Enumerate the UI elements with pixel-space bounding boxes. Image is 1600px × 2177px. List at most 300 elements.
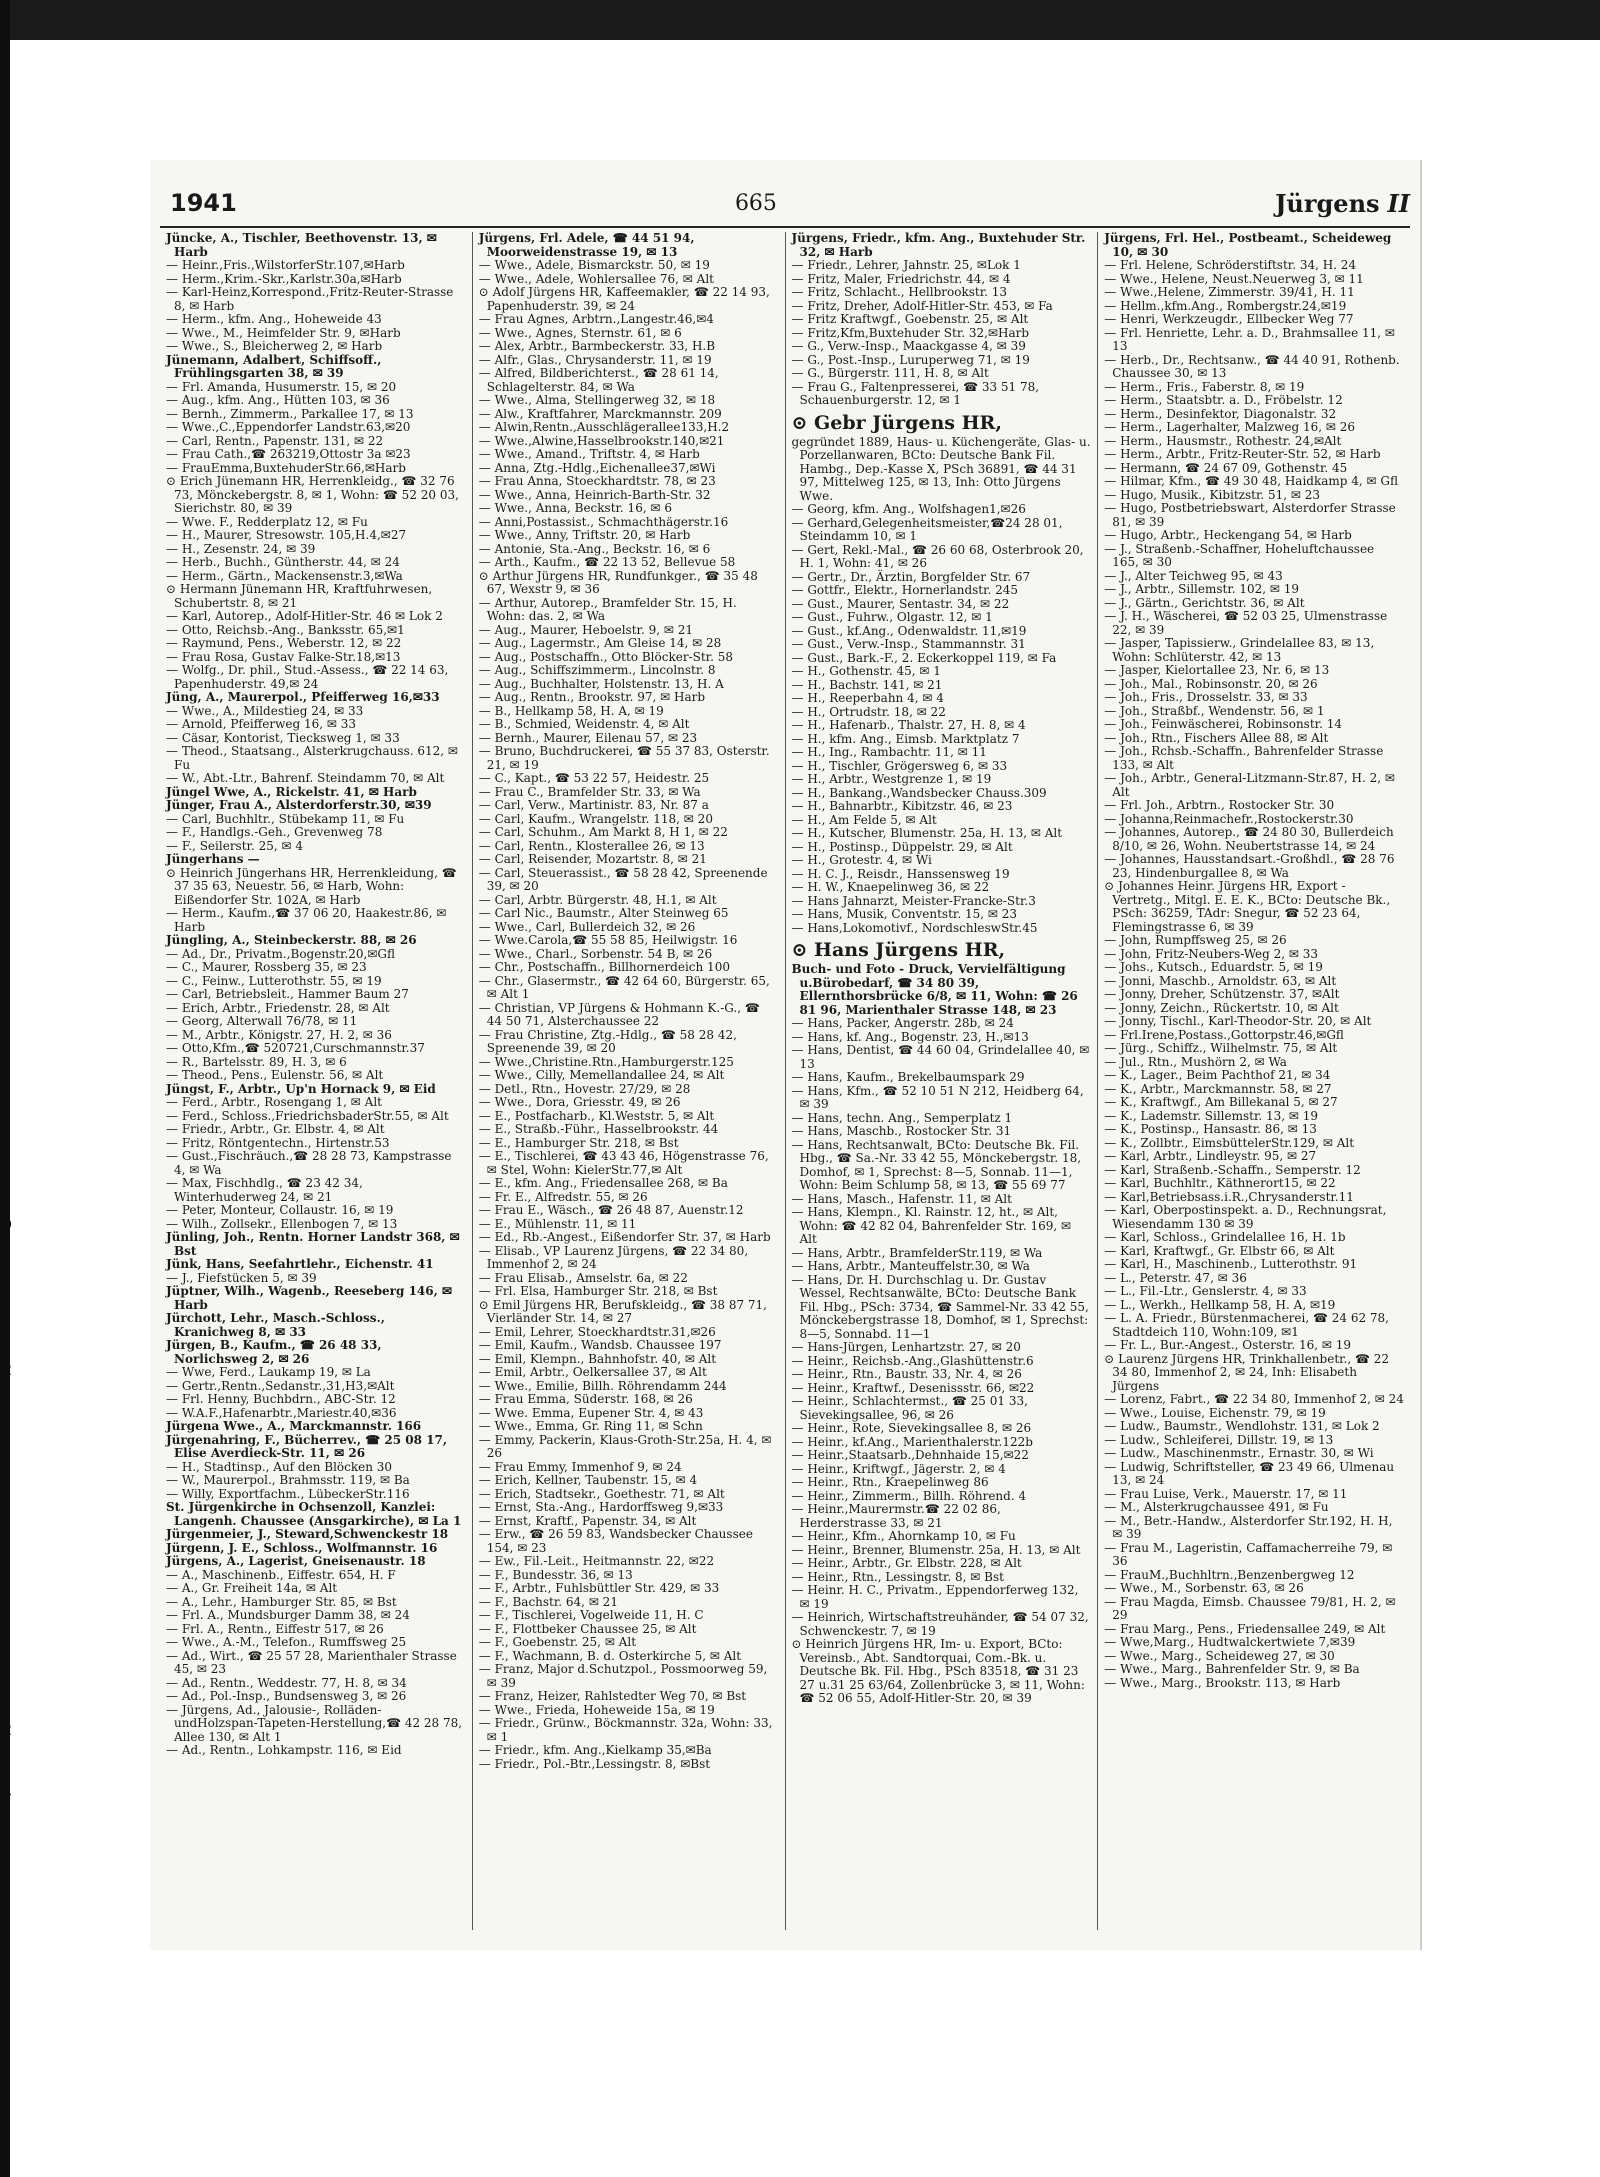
directory-entry: — Gust., Verw.-Insp., Stammannstr. 31: [791, 637, 1026, 651]
directory-entry: — Friedr., Grünw., Böckmannstr. 32a, Wohn: 33, ✉ 1: [478, 1716, 773, 1744]
directory-entry: — Hermann, ☎ 24 67 09, Gothenstr. 45: [1104, 460, 1348, 475]
directory-entry: ⊙ Heinrich Jürgens HR, Im- u. Export, BCto: Vereinsb., Abt. Sandtorquai, Com.-Bk. u. Deutsche Bk. Fil. Hbg., PSch 83518, ☎ 31 23 27 u.31 25 63/64, Zollenbrücke 3, ✉ 11, Wohn: ☎ 52 06 55, Adolf-Hitler-Str. 20, ✉ 39: [791, 1637, 1085, 1705]
directory-entry: — Wwe.,Alwine,Hasselbrookstr.140,✉21: [478, 433, 725, 448]
directory-entry: — Frl.Irene,Postass.,Gottorpstr.46,✉Gfl: [1104, 1027, 1344, 1042]
directory-entry: ⊙ Emil Jürgens HR, Berufskleidg., ☎ 38 87 71, Vierländer Str. 14, ✉ 27: [478, 1297, 767, 1325]
directory-entry: — Wwe., Anna, Beckstr. 16, ✉ 6: [478, 501, 672, 515]
directory-entry: — Hans,Lokomotivf., NordschleswStr.45: [791, 920, 1038, 935]
directory-entry: — H. C. J., Reisdr., Hanssensweg 19: [791, 866, 1010, 881]
edge-mark: 9: [2, 1215, 13, 1234]
directory-entry: — Ernst, Sta.-Ang., Hardorffsweg 9,✉33: [478, 1500, 724, 1514]
directory-entry: — Herm., Staatsbtr. a. D., Fröbelstr. 12: [1104, 393, 1343, 407]
directory-entry: — L., Fil.-Ltr., Genslerstr. 4, ✉ 33: [1104, 1284, 1307, 1298]
directory-entry: — Georg, Alterwall 76/78, ✉ 11: [166, 1014, 358, 1028]
directory-entry: Jüngerhans —: [166, 852, 260, 866]
directory-entry: — Gust., Fuhrw., Olgastr. 12, ✉ 1: [791, 610, 993, 624]
directory-entry: — Karl, Autorep., Adolf-Hitler-Str. 46 ✉ Lok 2: [166, 609, 443, 623]
directory-entry: — Wolfg., Dr. phil., Stud.-Assess., ☎ 22 14 63, Papenhuderstr. 49,✉ 24: [166, 663, 449, 691]
directory-entry: — Ferd., Schloss.,FriedrichsbaderStr.55, ✉ Alt: [166, 1108, 449, 1123]
directory-entry: — Cäsar, Kontorist, Tiecksweg 1, ✉ 33: [166, 730, 400, 745]
directory-entry: — Willy, Exportfachm., LübeckerStr.116: [166, 1486, 410, 1501]
columns: [160, 232, 1410, 1930]
directory-entry: — Frau Emma, Süderstr. 168, ✉ 26: [478, 1392, 693, 1406]
directory-entry: — Emil, Arbtr., Oelkersallee 37, ✉ Alt: [478, 1365, 707, 1379]
directory-entry: — Frau Anna, Stoeckhardtstr. 78, ✉ 23: [478, 474, 716, 488]
directory-entry: — Alwin,Rentn.,Ausschlägerallee133,H.2: [478, 420, 730, 434]
directory-entry: — Wwe.,Helene, Zimmerstr. 39/41, H. 11: [1104, 285, 1355, 299]
directory-entry: — Joh., Feinwäscherei, Robinsonstr. 14: [1104, 717, 1342, 731]
directory-entry: — E., Postfacharb., Kl.Weststr. 5, ✉ Alt: [478, 1108, 715, 1123]
directory-entry: — Carl, Rentn., Papenstr. 131, ✉ 22: [166, 433, 384, 448]
directory-entry: — F., Flottbeker Chaussee 25, ✉ Alt: [478, 1621, 697, 1636]
directory-entry: Jünling, Joh., Rentn. Horner Landstr 368, ✉ Bst: [166, 1230, 460, 1258]
directory-entry: — Johs., Kutsch., Eduardstr. 5, ✉ 19: [1104, 960, 1323, 974]
directory-entry: — Fr. L., Bur.-Angest., Osterstr. 16, ✉ 19: [1104, 1338, 1352, 1352]
directory-entry: — Ad., Rentn., Weddestr. 77, H. 8, ✉ 34: [166, 1675, 407, 1690]
directory-entry: — C., Kapt., ☎ 53 22 57, Heidestr. 25: [478, 771, 710, 785]
directory-entry: — F., Seilerstr. 25, ✉ 4: [166, 838, 303, 853]
directory-entry: — Peter, Monteur, Collaustr. 16, ✉ 19: [166, 1203, 394, 1217]
scan-left-edge: [0, 0, 13, 2177]
directory-entry: Jürgenn, J. E., Schloss., Wolfmannstr. 16: [166, 1540, 438, 1555]
directory-entry: — H., Bachstr. 141, ✉ 21: [791, 677, 943, 692]
directory-entry: — Aug., Buchhalter, Holstenstr. 13, H. A: [478, 676, 724, 691]
directory-entry: Jürgenmeier, J., Steward,Schwenckestr 18: [166, 1527, 449, 1541]
directory-entry: — Carl, Arbtr. Bürgerstr. 48, H.1, ✉ Alt: [478, 892, 717, 907]
directory-entry: — Heinr.,Staatsarb.,Dehnhaide 15,✉22: [791, 1448, 1029, 1462]
directory-entry: — Karl, Arbtr., Lindleystr. 95, ✉ 27: [1104, 1149, 1317, 1163]
firm-heading: ⊙ Hans Jürgens HR,: [791, 939, 1006, 961]
directory-entry: — Hans, Dr. H. Durchschlag u. Dr. Gustav Wessel, Rechtsanwälte, BCto: Deutsche Bank Fil. Hbg., PSch: 3734, ☎ Sammel-Nr. 33 42 55, Mönckebergstrasse 18, Domhof, ✉ 1, Sprechst: 8—5, Sonnabd. 11—1: [791, 1272, 1089, 1341]
directory-entry: — Frau Magda, Eimsb. Chaussee 79/81, H. 2, ✉ 29: [1104, 1594, 1396, 1622]
directory-entry: — FrauEmma,BuxtehuderStr.66,✉Harb: [166, 460, 406, 475]
directory-entry: — Herm., Lagerhalter, Malzweg 16, ✉ 26: [1104, 420, 1356, 434]
directory-entry: — J., Straßenb.-Schaffner, Hoheluftchaussee 165, ✉ 30: [1104, 541, 1375, 569]
directory-entry: — E., Mühlenstr. 11, ✉ 11: [478, 1216, 637, 1231]
directory-entry: — John, Fritz-Neubers-Weg 2, ✉ 33: [1104, 946, 1319, 961]
directory-entry: — F., Arbtr., Fuhlsbüttler Str. 429, ✉ 33: [478, 1581, 720, 1595]
directory-entry: — Frau C., Bramfelder Str. 33, ✉ Wa: [478, 784, 701, 799]
directory-entry: — K., Lager., Beim Pachthof 21, ✉ 34: [1104, 1068, 1331, 1082]
directory-entry: — Carl, Steuerassist., ☎ 58 28 42, Spreenende 39, ✉ 20: [478, 865, 768, 893]
directory-entry: — Heinr.,Maurermstr.☎ 22 02 86, Herderstrasse 33, ✉ 21: [791, 1502, 1001, 1530]
directory-entry: — C., Maurer, Rossberg 35, ✉ 23: [166, 960, 367, 974]
directory-entry: gegründet 1889, Haus- u. Küchengeräte, Glas- u. Porzellanwaren, BCto: Deutsche Bank Fil. Hambg., Dep.-Kasse X, PSch 36891, ☎ 44 31 97, Mittelweg 125, ✉ 13, Inh: Otto Jürgens Wwe.: [791, 434, 1091, 503]
directory-entry: — Hans, Maschb., Rostocker Str. 31: [791, 1124, 1012, 1138]
directory-entry: — Aug., Maurer, Heboelstr. 9, ✉ 21: [478, 622, 693, 637]
directory-entry: — Friedr., kfm. Ang.,Kielkamp 35,✉Ba: [478, 1743, 712, 1757]
directory-entry: — H., Ortrudstr. 18, ✉ 22: [791, 704, 946, 719]
firm-heading: ⊙ Gebr Jürgens HR,: [791, 411, 1002, 434]
directory-entry: — Wwe., A.-M., Telefon., Rumffsweg 25: [166, 1635, 407, 1649]
directory-entry: — Wwe., Anna, Heinrich-Barth-Str. 32: [478, 487, 711, 502]
directory-entry: — K., Kraftwgf., Am Billekanal 5, ✉ 27: [1104, 1095, 1338, 1109]
directory-entry: — H., Postinsp., Düppelstr. 29, ✉ Alt: [791, 839, 1013, 854]
directory-entry: — F., Bachstr. 64, ✉ 21: [478, 1594, 618, 1609]
directory-entry: Jürgens, Frl. Adele, ☎ 44 51 94, Moorweidenstrasse 19, ✉ 13: [478, 232, 695, 259]
directory-entry: — K., Postinsp., Hansastr. 86, ✉ 13: [1104, 1122, 1317, 1136]
directory-entry: — Gottfr., Elektr., Hornerlandstr. 245: [791, 583, 1019, 597]
directory-entry: — K., Lademstr. Sillemstr. 13, ✉ 19: [1104, 1108, 1319, 1123]
directory-entry: — John, Rumpffsweg 25, ✉ 26: [1104, 933, 1287, 947]
directory-entry: — Heinr., Reichsb.-Ang.,Glashüttenstr.6: [791, 1353, 1034, 1368]
directory-entry: Jünger, Frau A., Alsterdorferstr.30, ✉39: [166, 798, 432, 812]
directory-entry: — Arnold, Pfeifferweg 16, ✉ 33: [166, 717, 357, 731]
directory-entry: — Jonny, Tischl., Karl-Theodor-Str. 20, ✉ Alt: [1104, 1014, 1372, 1028]
directory-entry: — Aug., Schiffszimmerm., Lincolnstr. 8: [478, 663, 716, 677]
directory-entry: — Ew., Fil.-Leit., Heitmannstr. 22, ✉22: [478, 1554, 715, 1568]
directory-entry: — H., Tischler, Grögersweg 6, ✉ 33: [791, 758, 1008, 773]
directory-entry: — Karl,Betriebsass.i.R.,Chrysanderstr.11: [1104, 1189, 1354, 1204]
directory-entry: — Emil, Kaufm., Wandsb. Chaussee 197: [478, 1338, 722, 1352]
directory-entry: — Frau Elisab., Amselstr. 6a, ✉ 22: [478, 1270, 688, 1285]
directory-entry: — Herm., kfm. Ang., Hoheweide 43: [166, 312, 382, 326]
directory-entry: — Alfr., Glas., Chrysanderstr. 11, ✉ 19: [478, 352, 712, 367]
directory-entry: — Wwe.Carola,☎ 55 58 85, Heilwigstr. 16: [478, 933, 738, 947]
directory-entry: — Herb., Buchh., Güntherstr. 44, ✉ 24: [166, 555, 400, 569]
directory-entry: — Wwe.,Christine.Rtn.,Hamburgerstr.125: [478, 1054, 734, 1069]
edge-mark: 2: [2, 1720, 13, 1739]
directory-entry: — Jonni, Maschb., Arnoldstr. 63, ✉ Alt: [1104, 973, 1337, 988]
directory-entry: — Carl, Betriebsleit., Hammer Baum 27: [166, 987, 409, 1001]
directory-entry: — Alw., Kraftfahrer, Marckmannstr. 209: [478, 406, 722, 421]
directory-entry: — Bernh., Maurer, Eilenau 57, ✉ 23: [478, 730, 698, 745]
directory-entry: — Frl. Helene, Schröderstiftstr. 34, H. 24: [1104, 258, 1357, 272]
directory-entry: — Heinr., Schlachtermst., ☎ 25 01 33, Sievekingsallee, 96, ✉ 26: [791, 1394, 1028, 1422]
directory-entry: — Gust., Maurer, Sentastr. 34, ✉ 22: [791, 596, 1010, 611]
directory-entry: — M., Alsterkrugchaussee 491, ✉ Fu: [1104, 1500, 1329, 1514]
directory-entry: — H., Ing., Rambachtr. 11, ✉ 11: [791, 745, 987, 759]
directory-entry: — H., Zesenstr. 24, ✉ 39: [166, 541, 316, 556]
directory-entry: — W.A.F.,Hafenarbtr.,Mariestr.40,✉36: [166, 1405, 397, 1420]
directory-entry: — Frau Emmy, Immenhof 9, ✉ 24: [478, 1459, 682, 1474]
directory-entry: — Heinrich, Wirtschaftstreuhänder, ☎ 54 07 32, Schwenckestr. 7, ✉ 19: [791, 1610, 1089, 1638]
directory-entry: — Ad., Wirt., ☎ 25 57 28, Marienthaler Strasse 45, ✉ 23: [166, 1648, 457, 1676]
directory-entry: — Gertr.,Rentn.,Sedanstr.,31,H3,✉Alt: [166, 1378, 395, 1393]
directory-entry: — Herm., Desinfektor, Diagonalstr. 32: [1104, 406, 1337, 421]
directory-entry: — Aug., kfm. Ang., Hütten 103, ✉ 36: [166, 393, 390, 407]
directory-entry: — H., Gothenstr. 45, ✉ 1: [791, 664, 941, 678]
directory-entry: Jüngst, F., Arbtr., Up'n Hornack 9, ✉ Eid: [166, 1081, 436, 1096]
directory-entry: — Franz, Major d.Schutzpol., Possmoorweg 59, ✉ 39: [478, 1662, 768, 1690]
directory-entry: — Johannes, Hausstandsart.-Großhdl., ☎ 28 76 23, Hindenburgallee 8, ✉ Wa: [1104, 852, 1395, 880]
directory-entry: — Joh., Arbtr., General-Litzmann-Str.87, H. 2, ✉ Alt: [1104, 771, 1395, 799]
directory-entry: — Wwe., Louise, Eichenstr. 79, ✉ 19: [1104, 1405, 1326, 1420]
directory-entry: — Bruno, Buchdruckerei, ☎ 55 37 83, Osterstr. 21, ✉ 19: [478, 744, 770, 772]
directory-entry: — Frl. Elsa, Hamburger Str. 218, ✉ Bst: [478, 1284, 718, 1298]
directory-entry: Jüncke, A., Tischler, Beethovenstr. 13, ✉ Harb: [166, 232, 437, 259]
directory-entry: — Hans, Kfm., ☎ 52 10 51 N 212, Heidberg 64, ✉ 39: [791, 1083, 1084, 1111]
directory-entry: — Theod., Pens., Eulenstr. 56, ✉ Alt: [166, 1068, 384, 1082]
directory-entry: — Wwe., Marg., Brookstr. 113, ✉ Harb: [1104, 1675, 1341, 1690]
directory-entry: ⊙ Heinrich Jüngerhans HR, Herrenkleidung, ☎ 37 35 63, Neuestr. 56, ✉ Harb, Wohn: Eißendorfer Str. 102A, ✉ Harb: [166, 865, 457, 907]
directory-entry: — Hans, Arbtr., BramfelderStr.119, ✉ Wa: [791, 1245, 1043, 1260]
directory-entry: — Antonie, Sta.-Ang., Beckstr. 16, ✉ 6: [478, 541, 711, 556]
directory-entry: — Joh., Rtn., Fischers Allee 88, ✉ Alt: [1104, 730, 1329, 745]
directory-entry: — Wwe., Adele, Bismarckstr. 50, ✉ 19: [478, 258, 710, 272]
directory-entry: — Carl, Schuhm., Am Markt 8, H 1, ✉ 22: [478, 825, 728, 839]
directory-entry: — Fritz,Kfm,Buxtehuder Str. 32,✉Harb: [791, 325, 1030, 340]
directory-entry: — Gerhard,Gelegenheitsmeister,☎24 28 01, Steindamm 10, ✉ 1: [791, 515, 1063, 543]
directory-entry: — Carl, Kaufm., Wrangelstr. 118, ✉ 20: [478, 811, 713, 826]
directory-entry: — Elisab., VP Laurenz Jürgens, ☎ 22 34 80, Immenhof 2, ✉ 24: [478, 1243, 749, 1271]
directory-entry: — Carl, Buchhltr., Stübekamp 11, ✉ Fu: [166, 811, 405, 826]
directory-entry: — Johannes, Autorep., ☎ 24 80 30, Bullerdeich 8/10, ✉ 26, Wohn. Neubertstrasse 14, ✉ 24: [1104, 825, 1394, 853]
directory-entry: — Ad., Dr., Privatm.,Bogenstr.20,✉Gfl: [166, 946, 395, 961]
directory-entry: — K., Zollbtr., EimsbüttelerStr.129, ✉ Alt: [1104, 1135, 1355, 1150]
directory-entry: — Ludw., Baumstr., Wendlohstr. 131, ✉ Lok 2: [1104, 1419, 1380, 1433]
directory-entry: — Heinr. H. C., Privatm., Eppendorferweg 132, ✉ 19: [791, 1583, 1079, 1611]
directory-entry: — Wwe., Emma, Gr. Ring 11, ✉ Schn: [478, 1419, 703, 1433]
directory-entry: — Fritz Kraftwgf., Goebenstr. 25, ✉ Alt: [791, 312, 1029, 326]
directory-entry: ⊙ Erich Jünemann HR, Herrenkleidg., ☎ 32 76 73, Mönckebergstr. 8, ✉ 1, Wohn: ☎ 52 20 03, Sierichstr. 80, ✉ 39: [166, 474, 459, 515]
directory-entry: — B., Hellkamp 58, H. A, ✉ 19: [478, 703, 664, 718]
directory-entry: — Friedr., Arbtr., Gr. Elbstr. 4, ✉ Alt: [166, 1122, 385, 1136]
directory-entry: — Otto,Kfm.,☎ 520721,Curschmannstr.37: [166, 1041, 425, 1055]
directory-entry: — Jonny, Dreher, Schützenstr. 37, ✉Alt: [1104, 987, 1340, 1001]
directory-entry: — Fritz, Röntgentechn., Hirtenstr.53: [166, 1135, 390, 1150]
directory-entry: — Carl, Rentn., Klosterallee 26, ✉ 13: [478, 838, 705, 853]
directory-entry: — Hugo, Arbtr., Heckengang 54, ✉ Harb: [1104, 528, 1352, 542]
directory-entry: — Heinr., Kriftwgf., Jägerstr. 2, ✉ 4: [791, 1461, 1006, 1476]
directory-entry: — Heinr.,Fris.,WilstorferStr.107,✉Harb: [166, 258, 405, 272]
directory-entry: — A., Gr. Freiheit 14a, ✉ Alt: [166, 1581, 338, 1595]
directory-entry: — Erich, Kellner, Taubenstr. 15, ✉ 4: [478, 1473, 698, 1487]
directory-entry: — Joh., Mal., Robinsonstr. 20, ✉ 26: [1104, 676, 1318, 691]
directory-entry: — Jürg., Schiffz., Wilhelmstr. 75, ✉ Alt: [1104, 1041, 1338, 1055]
directory-entry: — Wwe., Marg., Scheideweg 27, ✉ 30: [1104, 1648, 1335, 1663]
directory-entry: Buch- und Foto - Druck, Vervielfältigung u.Bürobedarf, ☎ 34 80 39, Ellernthorsbrücke 6/8, ✉ 11, Wohn: ☎ 26 81 96, Marienthaler Strasse 148, ✉ 23: [791, 962, 1078, 1017]
column-2: [472, 232, 785, 1930]
directory-entry: — Karl, Oberpostinspekt. a. D., Rechnungsrat, Wiesendamm 130 ✉ 39: [1104, 1203, 1387, 1231]
directory-entry: — F., Tischlerei, Vogelweide 11, H. C: [478, 1608, 704, 1622]
directory-entry: — L., Peterstr. 47, ✉ 36: [1104, 1270, 1247, 1285]
directory-entry: — J., Fiefstücken 5, ✉ 39: [166, 1270, 317, 1285]
directory-entry: — E., Tischlerei, ☎ 43 43 46, Högenstrasse 76, ✉ Stel, Wohn: KielerStr.77,✉ Alt: [478, 1149, 769, 1177]
directory-entry: — Hans, Dentist, ☎ 44 60 04, Grindelallee 40, ✉ 13: [791, 1043, 1090, 1071]
directory-entry: — H., Hafenarb., Thalstr. 27, H. 8, ✉ 4: [791, 718, 1026, 732]
directory-entry: — Erich, Stadtsekr., Goethestr. 71, ✉ Alt: [478, 1486, 725, 1501]
edge-mark: 7: [2, 1790, 13, 1809]
directory-entry: — Frl. Henny, Buchbdrn., ABC-Str. 12: [166, 1392, 396, 1406]
directory-entry: — Wwe., Dora, Griesstr. 49, ✉ 26: [478, 1095, 681, 1109]
directory-entry: — Emmy, Packerin, Klaus-Groth-Str.25a, H. 4, ✉ 26: [478, 1432, 772, 1460]
directory-entry: — Franz, Heizer, Rahlstedter Weg 70, ✉ Bst: [478, 1689, 747, 1703]
directory-entry: — W., Abt.-Ltr., Bahrenf. Steindamm 70, ✉ Alt: [166, 771, 445, 785]
directory-entry: — Christian, VP Jürgens & Hohmann K.-G., ☎ 44 50 71, Alsterchaussee 22: [478, 1000, 760, 1028]
directory-entry: — Heinr., kf.Ang., Marienthalerstr.122b: [791, 1434, 1033, 1449]
directory-entry: — Hans Jahnarzt, Meister-Francke-Str.3: [791, 893, 1036, 908]
directory-entry: — Frl. Henriette, Lehr. a. D., Brahmsallee 11, ✉ 13: [1104, 325, 1395, 353]
directory-entry: — Ludwig, Schriftsteller, ☎ 23 49 66, Ulmenau 13, ✉ 24: [1104, 1459, 1395, 1487]
directory-entry: Jürgens, Frl. Hel., Postbeamt., Scheideweg 10, ✉ 30: [1104, 232, 1392, 259]
directory-entry: — Wwe., A., Mildestieg 24, ✉ 33: [166, 703, 364, 718]
header-rule: [160, 226, 1410, 228]
directory-entry: — Ad., Pol.-Insp., Bundsensweg 3, ✉ 26: [166, 1689, 407, 1703]
directory-entry: — E., Hamburger Str. 218, ✉ Bst: [478, 1135, 679, 1150]
directory-entry: — Herm., Arbtr., Fritz-Reuter-Str. 52, ✉ Harb: [1104, 447, 1381, 461]
directory-entry: — Heinr., Kfm., Ahornkamp 10, ✉ Fu: [791, 1529, 1016, 1543]
directory-entry: — Wwe., Carl, Bullerdeich 32, ✉ 26: [478, 919, 696, 934]
directory-entry: — Arthur, Autorep., Bramfelder Str. 15, H. Wohn: das. 2, ✉ Wa: [478, 595, 737, 623]
directory-entry: — Fritz, Dreher, Adolf-Hitler-Str. 453, ✉ Fa: [791, 298, 1053, 313]
page-title: [1275, 189, 1410, 218]
page-header: [170, 185, 1410, 221]
directory-entry: — M., Arbtr., Königstr. 27, H. 2, ✉ 36: [166, 1027, 392, 1042]
directory-entry: — Carl, Reisender, Mozartstr. 8, ✉ 21: [478, 852, 707, 866]
directory-entry: — Detl., Rtn., Hovestr. 27/29, ✉ 28: [478, 1081, 691, 1096]
directory-entry: — Joh., Straßbf., Wendenstr. 56, ✉ 1: [1104, 703, 1325, 718]
directory-entry: — Georg, kfm. Ang., Wolfshagen1,✉26: [791, 502, 1026, 516]
directory-entry: ⊙ Hermann Jünemann HR, Kraftfuhrwesen, Schubertstr. 8, ✉ 21: [166, 582, 433, 610]
column-4: [1097, 232, 1410, 1930]
page-year: 1941: [170, 189, 237, 217]
directory-entry: — Hans, Packer, Angerstr. 28b, ✉ 24: [791, 1016, 1014, 1030]
directory-entry: — Aug., Lagermstr., Am Gleise 14, ✉ 28: [478, 636, 722, 650]
directory-entry: — Fr. E., Alfredstr. 55, ✉ 26: [478, 1189, 648, 1204]
directory-entry: — R., Bartelsstr. 89, H. 3, ✉ 6: [166, 1054, 347, 1069]
directory-entry: — Herm., Hausmstr., Rothestr. 24,✉Alt: [1104, 433, 1342, 448]
directory-entry: — Anna, Ztg.-Hdlg.,Eichenallee37,✉Wi: [478, 460, 716, 475]
directory-entry: — Ernst, Kraftf., Papenstr. 34, ✉ Alt: [478, 1513, 697, 1528]
directory-entry: — Wwe., M., Heimfelder Str. 9, ✉Harb: [166, 325, 401, 340]
directory-entry: — Fritz, Schlacht., Hellbrookstr. 13: [791, 285, 1008, 299]
directory-entry: — Wwe., Charl., Sorbenstr. 54 B, ✉ 26: [478, 946, 713, 961]
directory-entry: — Gust., kf.Ang., Odenwaldstr. 11,✉19: [791, 623, 1027, 638]
directory-entry: — Heinr., Zimmerm., Billh. Röhrend. 4: [791, 1488, 1027, 1503]
directory-entry: — A., Maschinenb., Eiffestr. 654, H. F: [166, 1567, 396, 1582]
column-3: [785, 232, 1098, 1930]
directory-entry: — Hans, Klempn., Kl. Rainstr. 12, ht., ✉ Alt, Wohn: ☎ 42 82 04, Bahrenfelder Str. 169, ✉ Alt: [791, 1205, 1072, 1246]
directory-entry: Jürgens, A., Lagerist, Gneisenaustr. 18: [166, 1554, 426, 1568]
directory-entry: St. Jürgenkirche in Ochsenzoll, Kanzlei: Langenh. Chaussee (Ansgarkirche), ✉ La 1: [166, 1500, 462, 1528]
directory-entry: — Carl, Verw., Martinistr. 83, Nr. 87 a: [478, 798, 709, 812]
directory-entry: — Hans, kf. Ang., Bogenstr. 23, H.,✉13: [791, 1029, 1029, 1044]
directory-entry: — B., Schmied, Weidenstr. 4, ✉ Alt: [478, 717, 690, 731]
directory-entry: — Jul., Rtn., Mushörn 2, ✉ Wa: [1104, 1054, 1287, 1069]
scan-top-edge: [10, 0, 1600, 40]
directory-entry: — H. W., Knaepelinweg 36, ✉ 22: [791, 880, 990, 894]
directory-entry: — Jasper, Kielortallee 23, Nr. 6, ✉ 13: [1104, 663, 1330, 677]
directory-entry: — Heinr., Rtn., Lessingstr. 8, ✉ Bst: [791, 1569, 1004, 1584]
directory-entry: — Hans, Masch., Hafenstr. 11, ✉ Alt: [791, 1191, 1012, 1206]
edge-mark: 2: [2, 1360, 13, 1379]
directory-entry: — H., Bankang.,Wandsbecker Chauss.309: [791, 785, 1047, 800]
directory-entry: Jüng, A., Maurerpol., Pfeifferweg 16,✉33: [166, 690, 440, 704]
directory-entry: — Hellm.,kfm.Ang., Rombergstr.24,✉19: [1104, 298, 1347, 313]
directory-entry: — Frau Marg., Pens., Friedensallee 249, ✉ Alt: [1104, 1621, 1386, 1636]
directory-entry: — H., Arbtr., Westgrenze 1, ✉ 19: [791, 772, 992, 786]
directory-entry: ⊙ Arthur Jürgens HR, Rundfunkger., ☎ 35 48 67, Wexstr 9, ✉ 36: [478, 568, 758, 596]
directory-entry: — Frau Christine, Ztg.-Hdlg., ☎ 58 28 42, Spreenende 39, ✉ 20: [478, 1027, 737, 1055]
directory-entry: — Bernh., Zimmerm., Parkallee 17, ✉ 13: [166, 406, 414, 421]
directory-entry: — W., Maurerpol., Brahmsstr. 119, ✉ Ba: [166, 1473, 410, 1487]
directory-entry: — Wwe., Alma, Stellingerweg 32, ✉ 18: [478, 393, 716, 407]
directory-entry: — FrauM.,Buchhltrn.,Benzenbergweg 12: [1104, 1567, 1355, 1582]
directory-entry: — Lorenz, Fabrt., ☎ 22 34 80, Immenhof 2, ✉ 24: [1104, 1392, 1404, 1406]
directory-entry: — Wwe., Helene, Neust.Neuerweg 3, ✉ 11: [1104, 271, 1364, 286]
directory-entry: — Chr., Glasermstr., ☎ 42 64 60, Bürgerstr. 65, ✉ Alt 1: [478, 973, 770, 1001]
directory-entry: — Friedr., Pol.-Btr.,Lessingstr. 8, ✉Bst: [478, 1756, 711, 1771]
directory-entry: — Anni,Postassist., Schmachthägerstr.16: [478, 514, 729, 529]
directory-entry: — Wwe., Marg., Bahrenfelder Str. 9, ✉ Ba: [1104, 1662, 1360, 1676]
directory-entry: — G., Bürgerstr. 111, H. 8, ✉ Alt: [791, 366, 989, 380]
directory-entry: — Frl. Joh., Arbtrn., Rostocker Str. 30: [1104, 798, 1335, 812]
directory-entry: Jürchott, Lehr., Masch.-Schloss., Kranichweg 8, ✉ 33: [166, 1311, 385, 1339]
directory-entry: — Hilmar, Kfm., ☎ 49 30 48, Haidkamp 4, ✉ Gfl: [1104, 474, 1399, 488]
directory-entry: — Chr., Postschaffn., Billhornerdeich 100: [478, 960, 730, 974]
directory-entry: — Frau Luise, Verk., Mauerstr. 17, ✉ 11: [1104, 1486, 1348, 1501]
directory-entry: — Heinr., Rtn., Kraepelinweg 86: [791, 1475, 989, 1489]
directory-entry: — Frl. A., Mundsburger Damm 38, ✉ 24: [166, 1608, 410, 1622]
directory-entry: — Wwe., M., Sorbenstr. 63, ✉ 26: [1104, 1581, 1304, 1595]
directory-entry: — L., Werkh., Hellkamp 58, H. A, ✉19: [1104, 1297, 1336, 1312]
directory-entry: — L. A. Friedr., Bürstenmacherei, ☎ 24 62 78, Stadtdeich 110, Wohn:109, ✉1: [1104, 1311, 1389, 1339]
directory-entry: — Frau E., Wäsch., ☎ 26 48 87, Auenstr.12: [478, 1203, 744, 1217]
directory-entry: — Frau G., Faltenpresserei, ☎ 33 51 78, Schauenburgerstr. 12, ✉ 1: [791, 379, 1040, 407]
directory-entry: — H., Am Felde 5, ✉ Alt: [791, 812, 937, 827]
directory-entry: — Karl, Straßenb.-Schaffn., Semperstr. 12: [1104, 1162, 1361, 1177]
directory-entry: Jürgen, B., Kaufm., ☎ 26 48 33, Norlichsweg 2, ✉ 26: [166, 1338, 382, 1366]
directory-entry: Jünk, Hans, Seefahrtlehr., Eichenstr. 41: [166, 1257, 434, 1271]
directory-entry: — Max, Fischhdlg., ☎ 23 42 34, Winterhuderweg 24, ✉ 21: [166, 1176, 363, 1204]
directory-entry: — Hans, Arbtr., Manteuffelstr.30, ✉ Wa: [791, 1259, 1030, 1273]
directory-entry: — Fritz, Maler, Friedrichstr. 44, ✉ 4: [791, 271, 1011, 286]
directory-entry: — E., Straßb.-Führ., Hasselbrookstr. 44: [478, 1122, 719, 1136]
directory-entry: — Hans, Musik, Conventstr. 15, ✉ 23: [791, 907, 1017, 921]
column-1: [160, 232, 472, 1930]
directory-entry: — H., Kutscher, Blumenstr. 25a, H. 13, ✉ Alt: [791, 826, 1063, 840]
directory-entry: — F., Wachmann, B. d. Osterkirche 5, ✉ Alt: [478, 1648, 742, 1663]
directory-entry: Jüngel Wwe, A., Rickelstr. 41, ✉ Harb: [166, 784, 417, 799]
directory-entry: — Emil, Klempn., Bahnhofstr. 40, ✉ Alt: [478, 1351, 717, 1366]
directory-entry: ⊙ Adolf Jürgens HR, Kaffeemakler, ☎ 22 14 93, Papenhuderstr. 39, ✉ 24: [478, 285, 770, 313]
directory-entry: — M., Betr.-Handw., Alsterdorfer Str.192, H. H, ✉ 39: [1104, 1513, 1393, 1541]
directory-entry: — Emil, Lehrer, Stoeckhardtstr.31,✉26: [478, 1324, 716, 1339]
page-title-name: Jürgens: [1275, 188, 1380, 218]
directory-entry: Jürgenahring, F., Bücherrev., ☎ 25 08 17, Elise Averdieck-Str. 11, ✉ 26: [166, 1432, 448, 1460]
directory-entry: — Frl. A., Rentn., Eiffestr 517, ✉ 26: [166, 1621, 384, 1636]
directory-entry: — Joh., Fris., Drosselstr. 33, ✉ 33: [1104, 690, 1308, 704]
directory-entry: — F., Goebenstr. 25, ✉ Alt: [478, 1635, 637, 1649]
directory-entry: — Wwe.,C.,Eppendorfer Landstr.63,✉20: [166, 420, 411, 434]
directory-entry: — Karl, Schloss., Grindelallee 16, H. 1b: [1104, 1230, 1346, 1244]
directory-entry: — Jürgens, Ad., Jalousie-, Rolläden- undHolzspan-Tapeten-Herstellung,☎ 42 28 78, Allee 130, ✉ Alt 1: [166, 1702, 463, 1744]
directory-entry: Jünemann, Adalbert, Schiffsoff., Frühlingsgarten 38, ✉ 39: [166, 352, 382, 380]
directory-entry: — Karl-Heinz,Korrespond.,Fritz-Reuter-Strasse 8, ✉ Harb: [166, 285, 454, 313]
directory-entry: — Hans, techn. Ang., Semperplatz 1: [791, 1110, 1013, 1125]
directory-entry: — Ferd., Arbtr., Rosengang 1, ✉ Alt: [166, 1095, 382, 1109]
directory-entry: — Wwe,Marg., Hudtwalckertwiete 7,✉39: [1104, 1635, 1356, 1649]
directory-entry: — Arth., Kaufm., ☎ 22 13 52, Bellevue 58: [478, 555, 736, 569]
directory-entry: — Wwe., Adele, Wohlersallee 76, ✉ Alt: [478, 271, 714, 286]
directory-entry: — Heinr., Arbtr., Gr. Elbstr. 228, ✉ Alt: [791, 1556, 1022, 1570]
directory-entry: — Hans, Kaufm., Brekelbaumspark 29: [791, 1070, 1025, 1084]
directory-entry: — Wwe., Emilie, Billh. Röhrendamm 244: [478, 1378, 727, 1393]
directory-entry: — Frau Agnes, Arbtrn.,Langestr.46,✉4: [478, 312, 714, 326]
directory-entry: — Henri, Werkzeugdr., Ellbecker Weg 77: [1104, 312, 1354, 326]
directory-entry: — Frl. Amanda, Husumerstr. 15, ✉ 20: [166, 379, 397, 394]
directory-entry: — Aug., Rentn., Brookstr. 97, ✉ Harb: [478, 690, 706, 704]
directory-entry: — Heinr., Rtn., Baustr. 33, Nr. 4, ✉ 26: [791, 1367, 1022, 1381]
directory-entry: — Frau Rosa, Gustav Falke-Str.18,✉13: [166, 649, 401, 664]
directory-entry: — Ad., Rentn., Lohkampstr. 116, ✉ Eid: [166, 1743, 402, 1757]
directory-entry: — Gertr., Dr., Ärztin, Borgfelder Str. 67: [791, 569, 1031, 584]
directory-entry: — Frau M., Lageristin, Caffamacherreihe 79, ✉ 36: [1104, 1540, 1393, 1568]
directory-entry: — J., Arbtr., Sillemstr. 102, ✉ 19: [1104, 582, 1300, 596]
directory-entry: — Herm., Fris., Faberstr. 8, ✉ 19: [1104, 379, 1305, 394]
directory-page: [150, 160, 1422, 1950]
